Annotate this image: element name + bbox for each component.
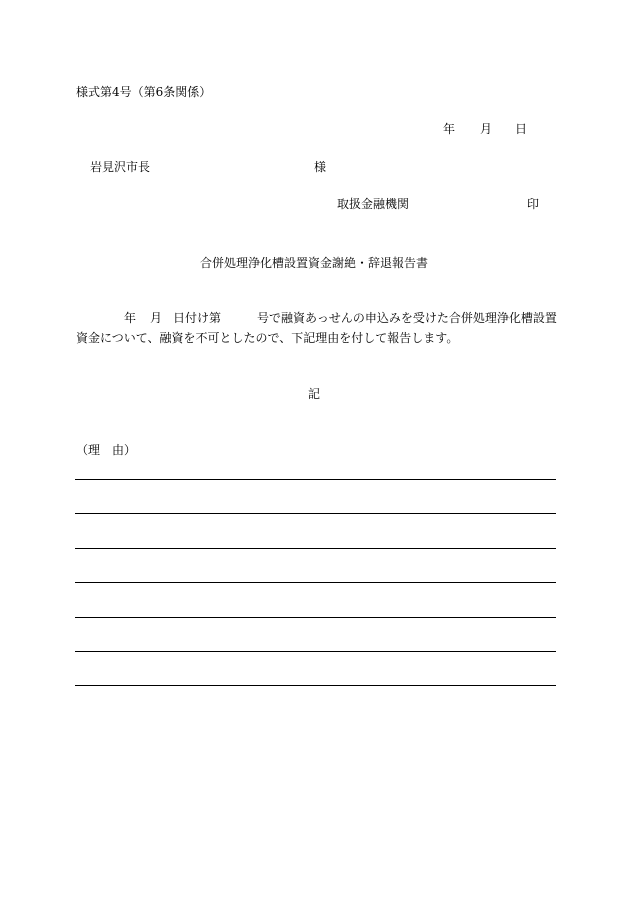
reason-label: （理 由）	[76, 443, 137, 457]
reason-line	[75, 479, 556, 480]
date-month: 月	[480, 122, 493, 136]
reason-line	[75, 617, 556, 618]
form-number: 様式第4号（第6条関係）	[76, 85, 212, 99]
reason-line	[75, 513, 556, 514]
body-number-rest: 号で融資あっせんの申込みを受けた合併処理浄化槽設置	[257, 311, 557, 325]
seal-mark: 印	[527, 197, 540, 211]
body-day-ref: 日付け第	[173, 311, 222, 325]
document-title: 合併処理浄化槽設置資金謝絶・辞退報告書	[200, 256, 429, 270]
ki-heading: 記	[308, 387, 321, 401]
reason-line	[75, 582, 556, 583]
date-year: 年	[443, 122, 456, 136]
body-month: 月	[150, 311, 163, 325]
addressee-name: 岩見沢市長	[90, 160, 151, 174]
sender-label: 取扱金融機関	[337, 197, 410, 211]
date-day: 日	[515, 122, 528, 136]
body-line-2: 資金について、融資を不可としたので、下記理由を付して報告します。	[76, 331, 459, 345]
reason-line	[75, 685, 556, 686]
reason-line	[75, 548, 556, 549]
addressee-honorific: 様	[314, 160, 327, 174]
reason-line	[75, 651, 556, 652]
body-year: 年	[124, 311, 137, 325]
